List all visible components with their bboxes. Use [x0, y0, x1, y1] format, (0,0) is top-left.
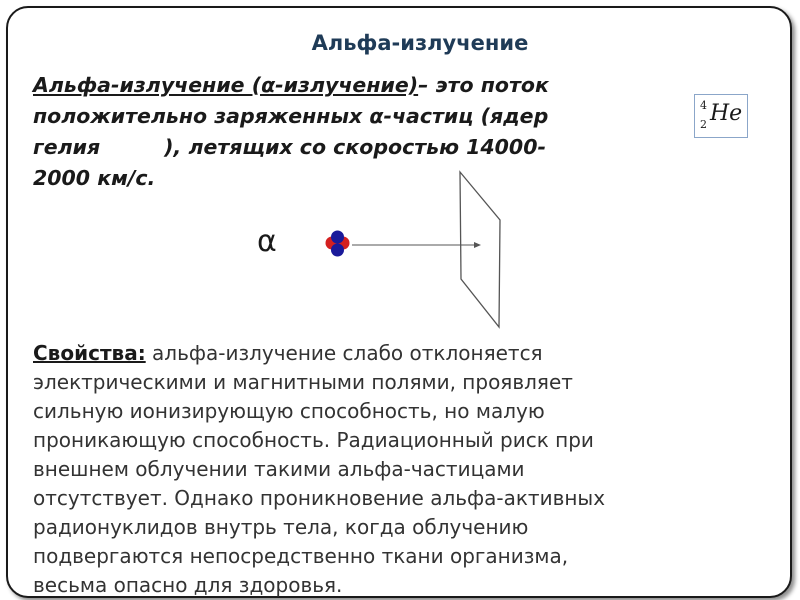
properties-line: радионуклидов внутрь тела, когда облучению	[33, 515, 529, 539]
arrow-head-icon	[474, 242, 481, 248]
particle-neutron-top	[331, 231, 344, 244]
definition-line-3-b: ), летящих со скоростью 14000-	[164, 135, 546, 159]
properties-line: весьма опасно для здоровья.	[33, 573, 343, 597]
definition-line-3	[33, 132, 733, 163]
alpha-particle-diagram	[310, 165, 510, 335]
properties-line-1-rest: альфа-излучение слабо отклоняется	[145, 341, 543, 365]
properties-line: электрическими и магнитными полями, проявляет	[33, 370, 573, 394]
alpha-symbol: α	[257, 224, 277, 259]
definition-line-2: положительно заряженных α-частиц (ядер	[33, 104, 549, 128]
definition-line-1	[33, 70, 733, 101]
helium-mass-number: 4	[700, 99, 707, 112]
helium-formula	[694, 94, 748, 138]
properties-heading: Свойства:	[33, 341, 146, 365]
definition-line-3-a: гелия	[33, 135, 101, 159]
properties-line: отсутствует. Однако проникновение альфа-активных	[33, 486, 606, 510]
definition-line-1-rest: – это поток	[418, 73, 549, 97]
slide-title: Альфа-излучение	[311, 31, 529, 55]
helium-symbol: He	[710, 101, 743, 126]
particle-neutron-bottom	[331, 244, 344, 257]
alpha-particle-icon	[326, 231, 350, 257]
barrier-screen	[460, 172, 500, 327]
properties-line-1	[33, 339, 753, 368]
properties-text	[33, 339, 753, 600]
definition-term: Альфа-излучение (α-излучение)	[33, 73, 419, 97]
properties-line: сильную ионизирующую способность, но малую	[33, 399, 545, 423]
properties-line: подвергаются непосредственно ткани организма,	[33, 544, 569, 568]
properties-line: внешнем облучении такими альфа-частицами	[33, 457, 525, 481]
properties-line: проникающую способность. Радиационный риск при	[33, 428, 594, 452]
helium-atomic-number: 2	[700, 118, 707, 131]
definition-line-4: 2000 км/с.	[33, 166, 156, 190]
